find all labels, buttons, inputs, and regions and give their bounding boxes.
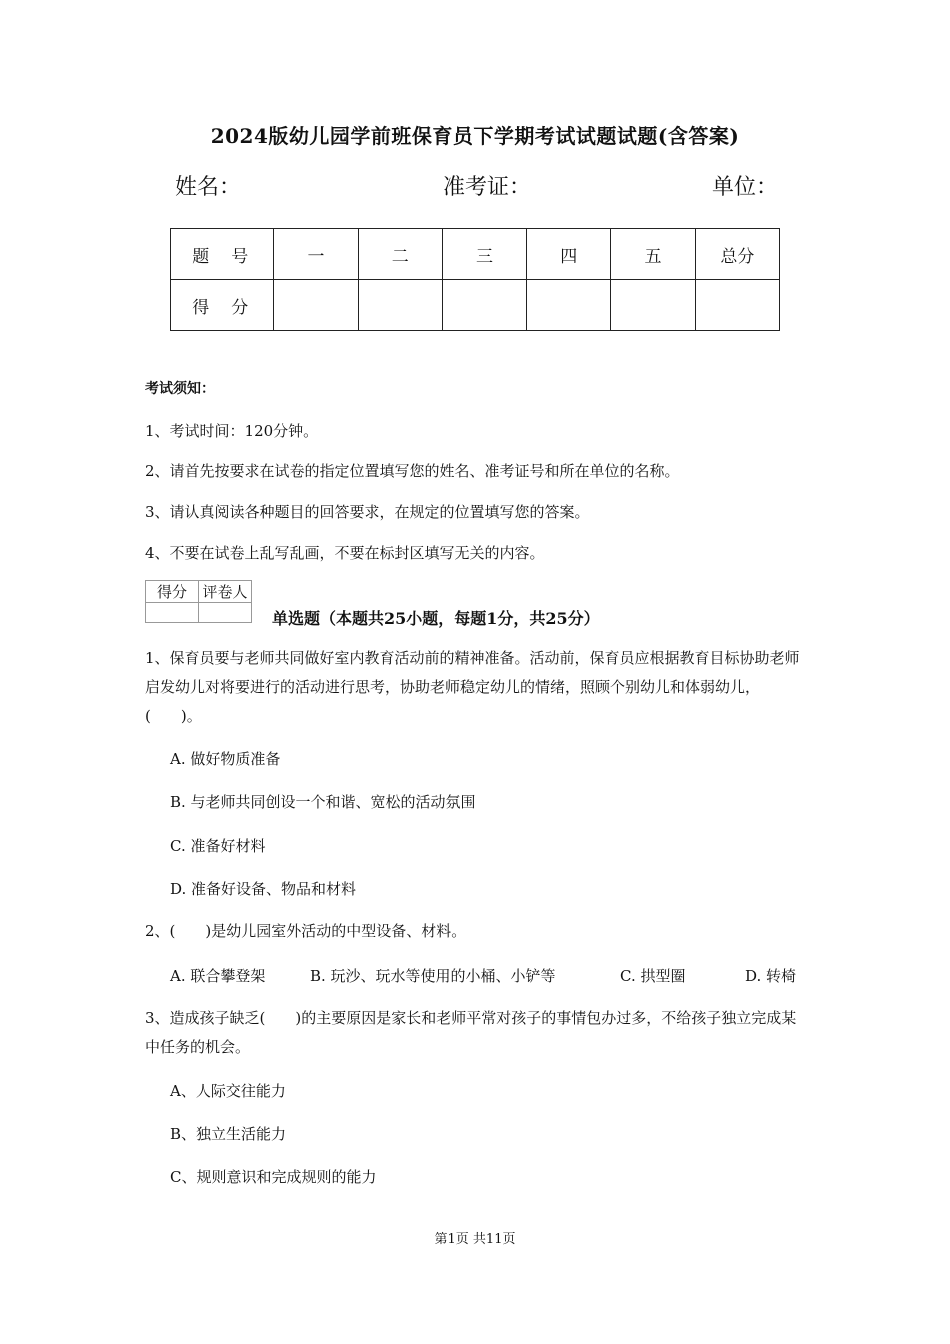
total-header: 总分 (695, 229, 779, 280)
score-cell-4[interactable] (527, 280, 611, 331)
q3-option-b[interactable]: B、独立生活能力 (170, 1125, 287, 1143)
section-3-header: 三 (442, 229, 526, 280)
unit-label: 单位： (712, 175, 779, 200)
q1-option-a[interactable]: A. 做好物质准备 (170, 750, 281, 768)
score-table (170, 228, 780, 331)
score-table-score-row (171, 280, 780, 331)
q1-option-c[interactable]: C. 准备好材料 (170, 837, 266, 855)
notice-item: 3、请认真阅读各种题目的回答要求，在规定的位置填写您的答案。 (145, 503, 590, 521)
score-cell-3[interactable] (442, 280, 526, 331)
document-title: 2024版幼儿园学前班保育员下学期考试试题试题(含答案) (210, 124, 740, 148)
score-table-header-row (171, 229, 780, 280)
q2-option-c[interactable]: C. 拱型圈 (620, 967, 686, 985)
notice-item: 2、请首先按要求在试卷的指定位置填写您的姓名、准考证号和所在单位的名称。 (145, 462, 680, 480)
q2-option-b[interactable]: B. 玩沙、玩水等使用的小桶、小铲等 (310, 967, 556, 985)
section-title: 单选题（本题共25小题，每题1分，共25分） (272, 609, 600, 628)
question-2-text: 2、( )是幼儿园室外活动的中型设备、材料。 (145, 922, 467, 940)
q2-option-a[interactable]: A. 联合攀登架 (170, 967, 266, 985)
grader-reviewer-cell[interactable] (199, 603, 252, 623)
question-3-text: 3、造成孩子缺乏( )的主要原因是家长和老师平常对孩子的事情包办过多，不给孩子独立完成某中任务的机会。 (145, 1009, 797, 1056)
q3-option-a[interactable]: A、人际交往能力 (170, 1082, 286, 1100)
notice-title: 考试须知： (145, 381, 215, 397)
notice-item: 1、考试时间：120分钟。 (145, 422, 319, 440)
exam-id-label: 准考证： (443, 175, 532, 200)
score-cell-1[interactable] (274, 280, 358, 331)
score-cell-total[interactable] (695, 280, 779, 331)
grader-score-cell[interactable] (146, 603, 199, 623)
q3-option-c[interactable]: C、规则意识和完成规则的能力 (170, 1168, 377, 1186)
name-label: 姓名： (175, 175, 242, 200)
score-cell-2[interactable] (358, 280, 442, 331)
score-cell-5[interactable] (611, 280, 695, 331)
section-5-header: 五 (611, 229, 695, 280)
q1-option-b[interactable]: B. 与老师共同创设一个和谐、宽松的活动氛围 (170, 793, 476, 811)
page-footer: 第1页 共11页 (434, 1232, 516, 1247)
section-4-header: 四 (527, 229, 611, 280)
section-2-header: 二 (358, 229, 442, 280)
grader-box (145, 580, 252, 623)
q2-option-d[interactable]: D. 转椅 (745, 967, 797, 985)
section-1-header: 一 (274, 229, 358, 280)
question-number-header: 题号 (171, 229, 274, 280)
notice-item: 4、不要在试卷上乱写乱画，不要在标封区填写无关的内容。 (145, 544, 545, 562)
grader-reviewer-label: 评卷人 (199, 581, 252, 603)
grader-score-label: 得分 (146, 581, 199, 603)
question-1-text: 1、保育员要与老师共同做好室内教育活动前的精神准备。活动前，保育员应根据教育目标协助老师启发幼儿对将要进行的活动进行思考，协助老师稳定幼儿的情绪，照顾个别幼儿和体弱幼儿，( )。 (145, 649, 800, 725)
q1-option-d[interactable]: D. 准备好设备、物品和材料 (170, 880, 357, 898)
score-label: 得分 (171, 280, 274, 331)
